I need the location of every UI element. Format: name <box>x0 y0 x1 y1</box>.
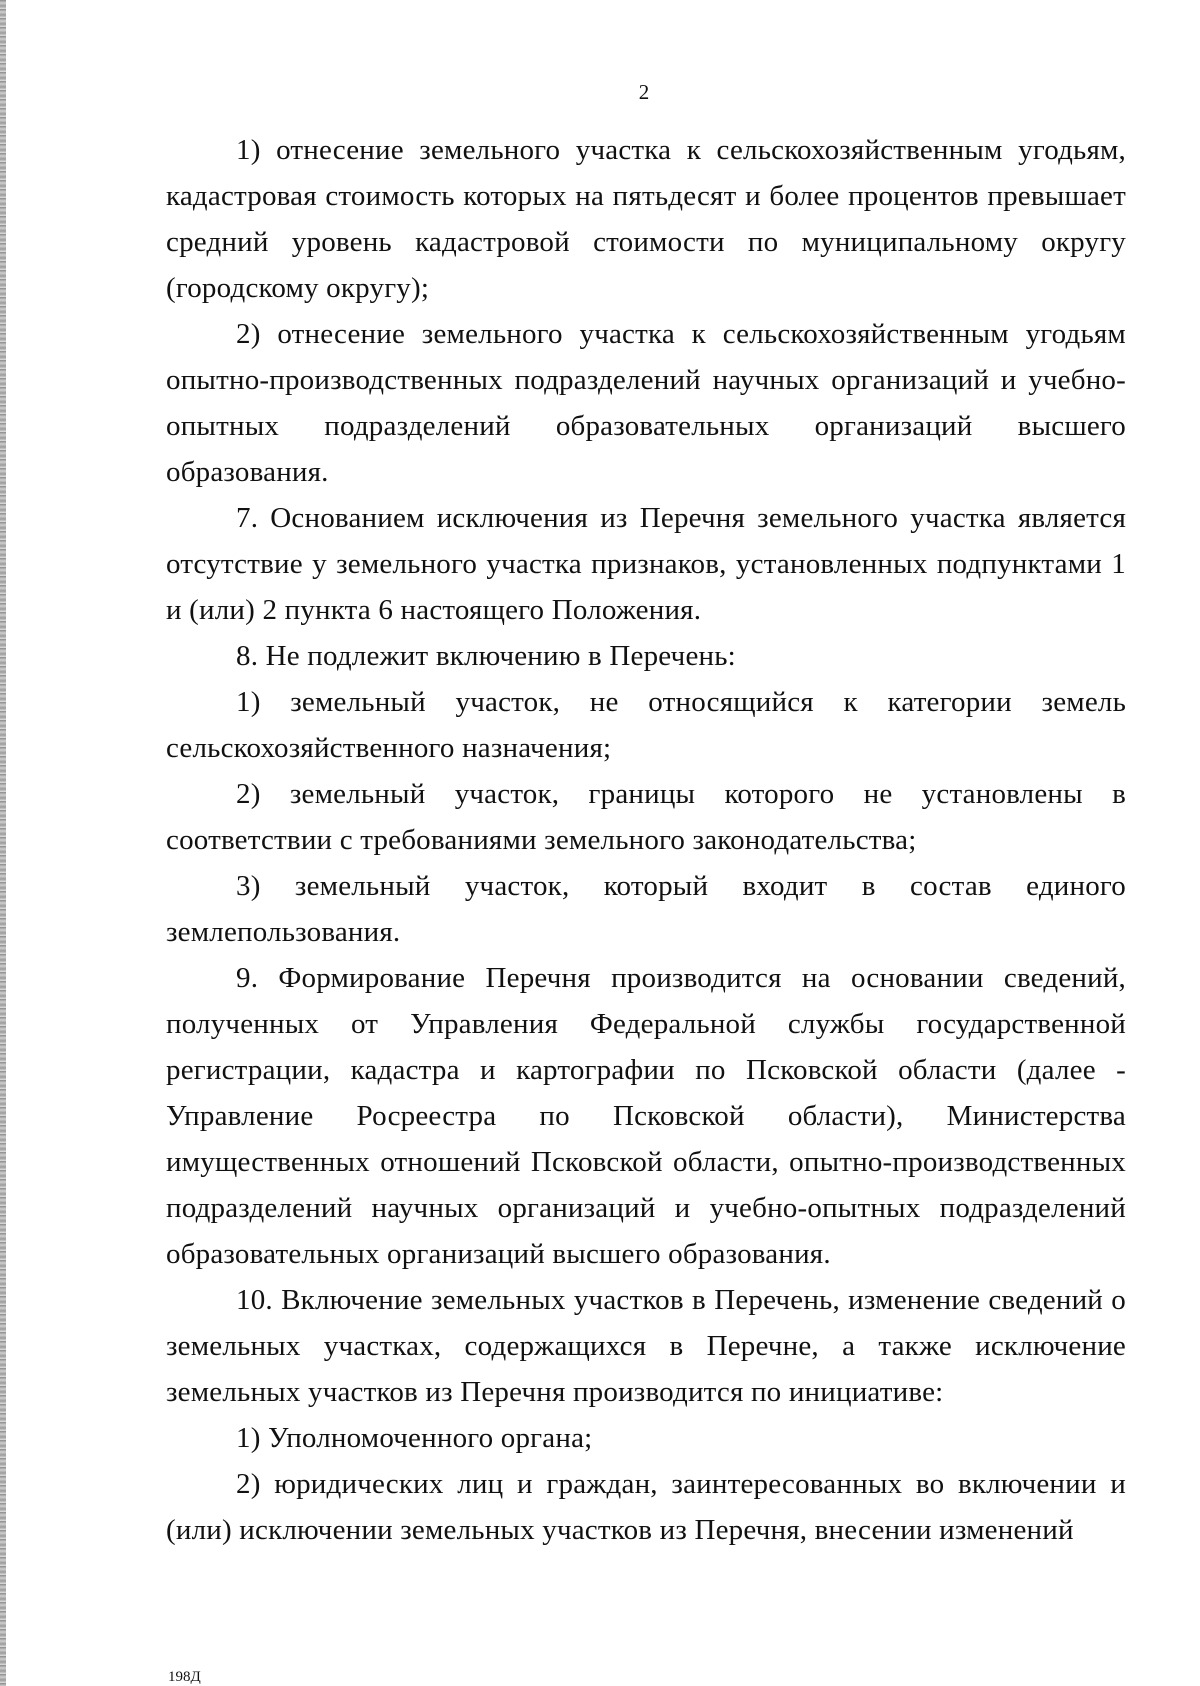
paragraph-10-1: 1) Уполномоченного органа; <box>236 1422 593 1454</box>
page-number: 2 <box>638 80 650 104</box>
paragraph-8-1: 1) земельный участок, не относящийся к категории земель сельскохозяйственного назначения; <box>166 686 1126 764</box>
footer-code: 198Д <box>168 1669 201 1685</box>
paragraph-7: 7. Основанием исключения из Перечня земельного участка является отсутствие у земельного участка признаков, установленных подпунктами 1 и (или) 2 пункта 6 настоящего Положения. <box>166 502 1126 626</box>
paragraph-8-3: 3) земельный участок, который входит в состав единого землепользования. <box>166 870 1126 948</box>
paragraph-9: 9. Формирование Перечня производится на основании сведений, полученных от Управления Федеральной службы государственной регистрации, кадастра и картографии по Псковской области (далее - Управление Росреестра по Псковской области), Министерства имущественных отношений Псковской области, опытно-производственных подразделений научных организаций и учебно-опытных подразделений образовательных организаций высшего образования. <box>166 962 1126 1270</box>
paragraph-6-1: 1) отнесение земельного участка к сельскохозяйственным угодьям, кадастровая стоимость которых на пятьдесят и более процентов превышает средний уровень кадастровой стоимости по муниципальному округу (городскому округу); <box>166 134 1126 304</box>
paragraph-6-2: 2) отнесение земельного участка к сельскохозяйственным угодьям опытно-производственных подразделений научных организаций и учебно-опытных подразделений образовательных организаций высшего образования. <box>166 318 1126 488</box>
paragraph-10: 10. Включение земельных участков в Перечень, изменение сведений о земельных участках, содержащихся в Перечне, а также исключение земельных участков из Перечня производится по инициативе: <box>166 1284 1126 1408</box>
paragraph-8: 8. Не подлежит включению в Перечень: <box>236 640 736 672</box>
paragraph-10-2: 2) юридических лиц и граждан, заинтересованных во включении и (или) исключении земельных участков из Перечня, внесении изменений <box>166 1468 1126 1546</box>
paragraph-8-2: 2) земельный участок, границы которого не установлены в соответствии с требованиями земельного законодательства; <box>166 778 1126 856</box>
scan-edge <box>0 0 6 1686</box>
document-body <box>166 127 1126 1553</box>
